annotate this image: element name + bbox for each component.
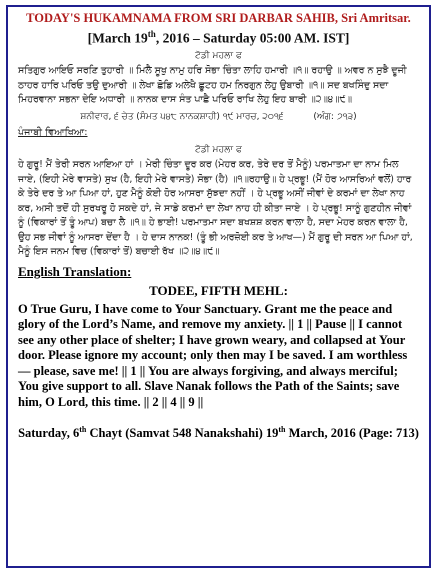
english-translation-label: English Translation: bbox=[18, 263, 132, 279]
hukamnama-card bbox=[6, 5, 431, 568]
footer-date-line: Saturday, 6th Chayt (Samvat 548 Nanakshahi) 19th March, 2016 (Page: 713) bbox=[18, 425, 419, 441]
gurbani-raag-heading: ਟੋਡੀ ਮਹਲਾ ਫ bbox=[195, 49, 242, 61]
gurbani-date-row bbox=[18, 110, 419, 125]
gurbani-ang: (ਅੰਗ: ੭੧੩) bbox=[313, 111, 357, 122]
english-heading: TODEE, FIFTH MEHL: bbox=[149, 282, 288, 298]
gurbani-date: ਸ਼ਨੀਵਾਰ, ੬ ਚੇਤ (ਸੰਮਤ ੫੪੮ ਨਾਨਕਸ਼ਾਹੀ) ੧੯ ਮਾਰਚ, ੨੦੧੬ bbox=[80, 111, 284, 122]
page-title: TODAY'S HUKAMNAMA FROM SRI DARBAR SAHIB, Sri Amritsar. bbox=[26, 11, 411, 25]
date-line: [March 19th, 2016 – Saturday 05:00 AM. IST] bbox=[87, 29, 350, 46]
vyakhya-text: ਹੇ ਗੁਰੂ! ਮੈਂ ਤੇਰੀ ਸਰਨ ਆਇਆ ਹਾਂ । ਮੇਰੀ ਚਿੰਤਾ ਦੂਰ ਕਰ (ਮੇਹਰ ਕਰ, ਤੇਰੇ ਦਰ ਤੋਂ ਮੈਨੂੰ) ਪਰਮਾਤਮਾ ਦਾ ਨਾਮ ਮਿਲ ਜਾਏ, (ਇਹੀ ਮੇਰੇ ਵਾਸਤੇ) ਸੁਖ (ਹੈ, ਇਹੀ ਮੇਰੇ ਵਾਸਤੇ) ਸੋਭਾ (ਹੈ) ॥੧॥ਰਹਾਉ॥ ਹੇ ਪ੍ਰਭੂ! (ਮੈਂ ਹੋਰ ਆਸਰਿਆਂ ਵਲੋਂ) ਹਾਰ ਕੇ ਤੇਰੇ ਦਰ ਤੇ ਆ ਪਿਆ ਹਾਂ, ਹੁਣ ਮੈਨੂੰ ਕੋਈ ਹੋਰ ਆਸਰਾ ਸੁੱਝਦਾ ਨਹੀਂ । ਹੇ ਪ੍ਰਭੂ ਅਸੀਂ ਜੀਵਾਂ ਦੇ ਕਰਮਾਂ ਦਾ ਲੇਖਾ ਨਾਹ ਕਰ, ਅਸੀ ਤਦੋਂ ਹੀ ਸੁਰਖਰੂ ਹੋ ਸਕਦੇ ਹਾਂ, ਜੇ ਸਾਡੇ ਕਰਮਾਂ ਦਾ ਲੇਖਾ ਨਾਹ ਹੀ ਕੀਤਾ ਜਾਏ । ਹੇ ਪ੍ਰਭੂ! ਸਾਨੂੰ ਗੁਣਹੀਨ ਜੀਵਾਂ ਨੂੰ (ਵਿਕਾਰਾਂ ਤੋਂ ਤੂੰ ਆਪ) ਬਚਾ ਲੈ ॥੧॥ ਹੇ ਭਾਈ! ਪਰਮਾਤਮਾ ਸਦਾ ਬਖਸ਼ਸ਼ ਕਰਨ ਵਾਲਾ ਹੈ, ਸਦਾ ਮੇਹਰ ਕਰਨ ਵਾਲਾ ਹੈ, ਉਹ ਸਭ ਜੀਵਾਂ ਨੂੰ ਆਸਰਾ ਦੇਂਦਾ ਹੈ । ਹੇ ਦਾਸ ਨਾਨਕ! (ਤੂੰ ਭੀ ਅਰਜ਼ੋਈ ਕਰ ਤੇ ਆਖ—) ਮੈਂ ਗੁਰੂ ਦੀ ਸਰਨ ਆ ਪਿਆ ਹਾਂ, ਮੈਨੂੰ ਇਸ ਜਨਮ ਵਿਚ (ਵਿਕਾਰਾਂ ਤੋਂ) ਬਚਾਈ ਰੱਖ ॥੨॥੪॥੯॥ bbox=[18, 159, 413, 257]
english-text: O True Guru, I have come to Your Sanctuary. Grant me the peace and glory of the Lord’s Name, and remove my anxiety. || 1 || Pause || I cannot see any other place of shelter; I have grown weary, and collapsed at Your door. Please ignore my account; only then may I be saved. I am worthless — please, save me! || 1 || You are always forgiving, and always merciful; You give support to all. Slave Nanak follows the Path of the Saints; save him, O Lord, this time. || 2 || 4 || 9 || bbox=[18, 301, 408, 409]
punjabi-vyakhya-label: ਪੰਜਾਬੀ ਵਿਆਖਿਆ: bbox=[18, 127, 88, 138]
vyakhya-raag-heading: ਟੋਡੀ ਮਹਲਾ ਫ bbox=[195, 143, 242, 155]
gurbani-text: ਸਤਿਗੁਰ ਆਇਓ ਸਰਣਿ ਤੁਹਾਰੀ ॥ ਮਿਲੈ ਸੂਖੁ ਨਾਮੁ ਹਰਿ ਸੋਭਾ ਚਿੰਤਾ ਲਾਹਿ ਹਮਾਰੀ ॥੧॥ ਰਹਾਉ ॥ ਅਵਰ ਨ ਸੁਝੈ ਦੂਜੀ ਠਾਹਰ ਹਾਰਿ ਪਰਿਓ ਤਉ ਦੁਆਰੀ ॥ ਲੇਖਾ ਛੋਡਿ ਅਲੇਖੈ ਛੂਟਹ ਹਮ ਨਿਰਗੁਨ ਲੇਹੁ ਉਬਾਰੀ ॥੧॥ ਸਦ ਬਖਸਿੰਦੁ ਸਦਾ ਮਿਹਰਵਾਨਾ ਸਭਨਾ ਦੇਇ ਅਧਾਰੀ ॥ ਨਾਨਕ ਦਾਸ ਸੰਤ ਪਾਛੈ ਪਰਿਓ ਰਾਖਿ ਲੇਹੁ ਇਹ ਬਾਰੀ ॥੨॥੪॥੯॥ bbox=[18, 65, 407, 105]
